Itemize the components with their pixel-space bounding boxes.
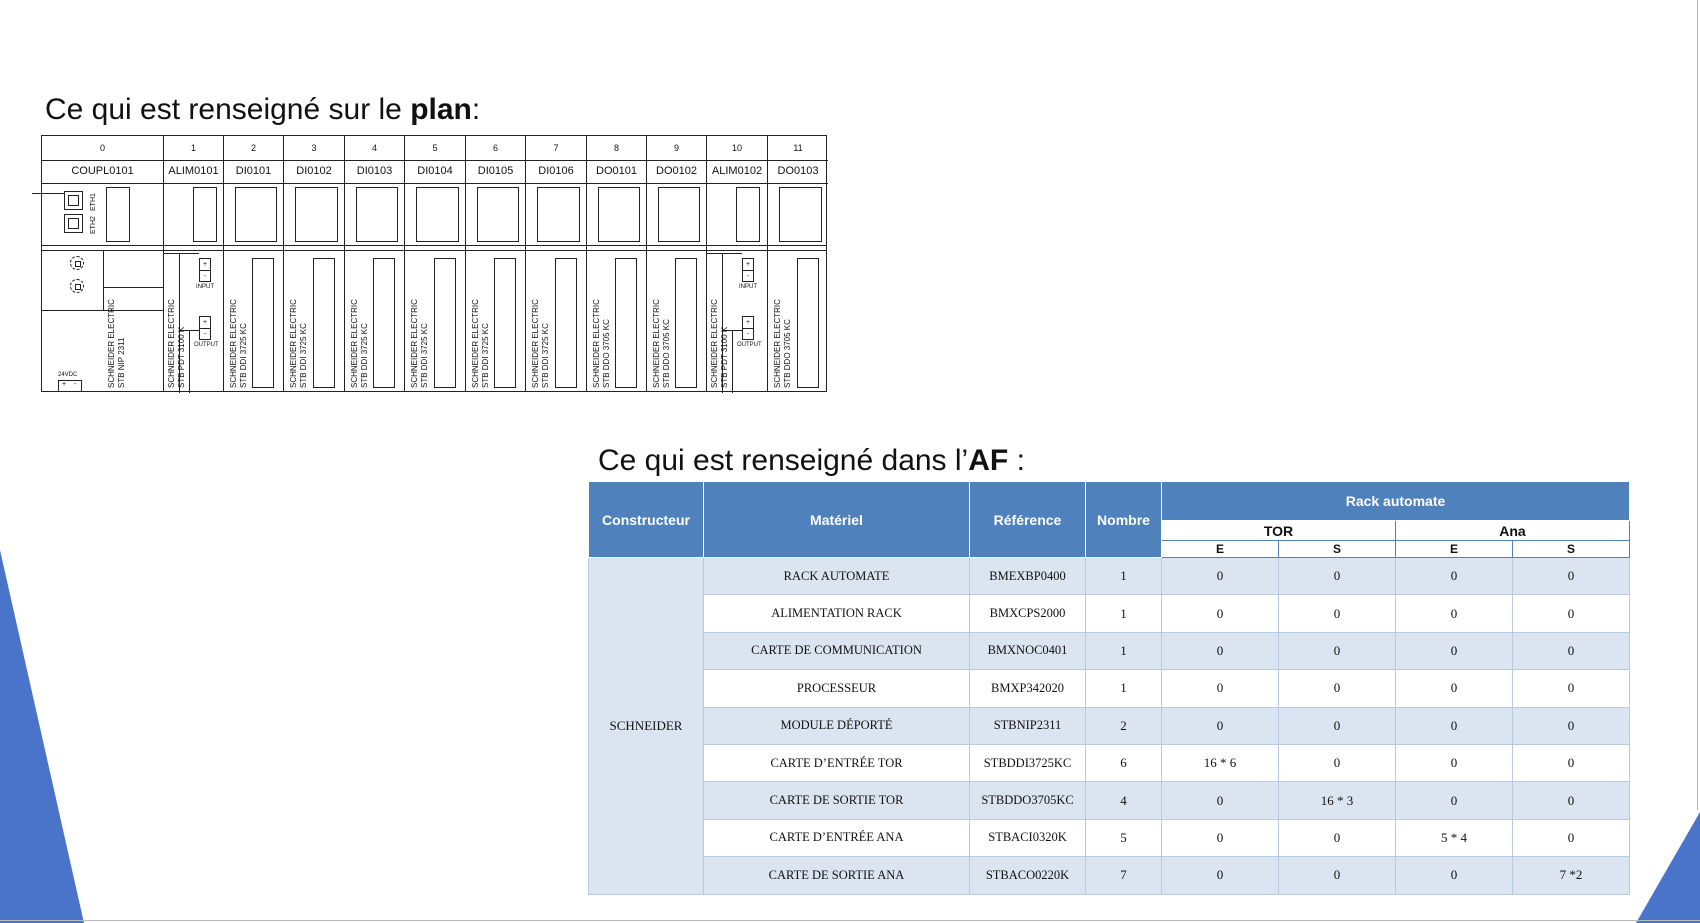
terminal-minus: - xyxy=(203,331,207,338)
cell-constructeur: SCHNEIDER xyxy=(589,558,704,895)
cell-tor-s: 0 xyxy=(1279,632,1396,669)
cell-tor-s: 0 xyxy=(1279,857,1396,894)
module-vertical-ref: STB DDI 3725 KC xyxy=(360,323,369,388)
plan-slot-number: 4 xyxy=(345,136,404,161)
cell-ana-e: 0 xyxy=(1396,857,1513,894)
alim-wire xyxy=(164,253,199,254)
alim-vertical-ref: STB PDT 3100 K xyxy=(720,326,729,388)
cell-reference: STBACI0320K xyxy=(970,819,1086,856)
cell-reference: BMXP342020 xyxy=(970,670,1086,707)
ethernet-port-inner xyxy=(68,218,79,229)
af-equipment-table xyxy=(588,481,1630,895)
module-vertical-label: SCHNEIDER ELECTRIC xyxy=(652,299,661,388)
plan-module-name: DI0106 xyxy=(526,160,586,184)
plan-column xyxy=(465,136,525,391)
cell-tor-e: 0 xyxy=(1162,558,1279,595)
plan-heading-suffix: : xyxy=(471,93,481,126)
left-decorative-triangle xyxy=(0,540,90,923)
cell-materiel: ALIMENTATION RACK xyxy=(704,595,970,632)
coupler-slot xyxy=(106,187,130,242)
plan-column xyxy=(163,136,223,391)
ethernet-port-label: ETH1 xyxy=(90,193,97,211)
cell-materiel: CARTE D’ENTRÉE TOR xyxy=(704,744,970,781)
module-slot xyxy=(193,187,217,242)
cell-materiel: RACK AUTOMATE xyxy=(704,558,970,595)
plan-slot-number: 10 xyxy=(707,136,767,161)
supply-terminal xyxy=(58,380,82,392)
af-heading-bold: AF xyxy=(968,444,1009,477)
cell-tor-e: 0 xyxy=(1162,595,1279,632)
plan-column xyxy=(404,136,465,391)
coupler-inner-line xyxy=(103,250,104,310)
plan-heading-bold: plan xyxy=(410,93,472,126)
power-input-terminal xyxy=(742,258,754,282)
cell-nombre: 1 xyxy=(1086,670,1162,707)
plan-slot-number: 2 xyxy=(224,136,283,161)
alim-wire-4 xyxy=(189,330,190,393)
cell-reference: STBDDI3725KC xyxy=(970,744,1086,781)
plan-slot-number: 5 xyxy=(405,136,465,161)
table-row xyxy=(589,632,1630,669)
plan-module-name: DO0103 xyxy=(768,160,828,184)
plan-module-name: DI0102 xyxy=(284,160,344,184)
plan-slot-number: 3 xyxy=(284,136,344,161)
cell-tor-s: 0 xyxy=(1279,707,1396,744)
plan-slot-number: 7 xyxy=(526,136,586,161)
rotary-switch-icon xyxy=(70,256,84,270)
cell-materiel: CARTE D’ENTRÉE ANA xyxy=(704,819,970,856)
cell-ana-s: 0 xyxy=(1513,558,1630,595)
module-vertical-label: SCHNEIDER ELECTRIC xyxy=(350,299,359,388)
plan-column xyxy=(344,136,404,391)
header-rack-automate: Rack automate xyxy=(1162,482,1630,521)
header-tor-e: E xyxy=(1162,541,1279,558)
cell-materiel: CARTE DE COMMUNICATION xyxy=(704,632,970,669)
supply-label: 24VDC xyxy=(58,372,78,378)
wiring-plan-drawing xyxy=(41,135,827,392)
module-slot xyxy=(779,187,822,242)
terminal-plus: + xyxy=(743,317,753,329)
module-vertical-ref: STB DDO 3705 KC xyxy=(662,319,671,388)
cell-ana-e: 0 xyxy=(1396,782,1513,819)
module-slot xyxy=(416,187,459,242)
alim-wire-4 xyxy=(732,330,733,393)
cell-reference: BMXNOC0401 xyxy=(970,632,1086,669)
cell-tor-s: 16 * 3 xyxy=(1279,782,1396,819)
cell-tor-e: 0 xyxy=(1162,782,1279,819)
plan-column xyxy=(223,136,283,391)
plan-slot-number: 6 xyxy=(466,136,525,161)
terminal-plus: + xyxy=(200,317,210,329)
terminal-minus: - xyxy=(74,381,77,388)
power-output-terminal xyxy=(199,316,211,340)
plan-heading xyxy=(45,93,480,127)
header-tor: TOR xyxy=(1162,521,1396,541)
alim-wire xyxy=(707,253,742,254)
header-tor-s: S xyxy=(1279,541,1396,558)
module-vertical-label: SCHNEIDER ELECTRIC xyxy=(592,299,601,388)
cell-nombre: 4 xyxy=(1086,782,1162,819)
cell-ana-s: 0 xyxy=(1513,707,1630,744)
plan-column xyxy=(525,136,586,391)
module-vertical-label: SCHNEIDER ELECTRIC xyxy=(229,299,238,388)
module-terminal-strip xyxy=(675,258,697,388)
cell-tor-e: 0 xyxy=(1162,632,1279,669)
network-lead-line xyxy=(32,193,64,194)
cell-tor-s: 0 xyxy=(1279,595,1396,632)
terminal-plus: + xyxy=(62,381,67,388)
cell-nombre: 1 xyxy=(1086,632,1162,669)
alim-vertical-label: SCHNEIDER ELECTRIC xyxy=(710,299,719,388)
module-slot xyxy=(658,187,700,242)
plan-module-name: DI0105 xyxy=(466,160,525,184)
table-row xyxy=(589,857,1630,894)
cell-tor-s: 0 xyxy=(1279,744,1396,781)
cell-ana-e: 0 xyxy=(1396,595,1513,632)
module-vertical-label: SCHNEIDER ELECTRIC xyxy=(410,299,419,388)
plan-module-name: DO0102 xyxy=(647,160,706,184)
table-row xyxy=(589,558,1630,595)
plan-slot-number: 8 xyxy=(587,136,646,161)
cell-materiel: MODULE DÉPORTÉ xyxy=(704,707,970,744)
cell-reference: STBNIP2311 xyxy=(970,707,1086,744)
cell-ana-e: 5 * 4 xyxy=(1396,819,1513,856)
module-vertical-ref: STB DDI 3725 KC xyxy=(420,323,429,388)
cell-nombre: 5 xyxy=(1086,819,1162,856)
ethernet-port-icon xyxy=(64,191,83,210)
cell-reference: BMXCPS2000 xyxy=(970,595,1086,632)
plan-column xyxy=(706,136,767,391)
module-slot xyxy=(295,187,338,242)
header-constructeur: Constructeur xyxy=(589,482,704,558)
cell-reference: STBACO0220K xyxy=(970,857,1086,894)
header-reference: Référence xyxy=(970,482,1086,558)
alim-vertical-label: SCHNEIDER ELECTRIC xyxy=(167,299,176,388)
plan-module-name: DI0104 xyxy=(405,160,465,184)
coupler-vertical-label: SCHNEIDER ELECTRIC xyxy=(107,299,116,388)
cell-tor-s: 0 xyxy=(1279,819,1396,856)
plan-slot-number: 11 xyxy=(768,136,828,161)
module-slot xyxy=(235,187,277,242)
module-vertical-ref: STB DDO 3705 KC xyxy=(602,319,611,388)
cell-tor-e: 0 xyxy=(1162,670,1279,707)
header-nombre: Nombre xyxy=(1086,482,1162,558)
coupler-inner-line-2 xyxy=(103,287,163,288)
plan-column xyxy=(283,136,344,391)
cell-tor-e: 0 xyxy=(1162,707,1279,744)
cell-ana-s: 0 xyxy=(1513,744,1630,781)
table-row xyxy=(589,707,1630,744)
power-output-terminal xyxy=(742,316,754,340)
cell-ana-s: 0 xyxy=(1513,632,1630,669)
plan-column xyxy=(767,136,828,391)
plan-module-name: COUPL0101 xyxy=(42,160,163,184)
plan-module-name: DO0101 xyxy=(587,160,646,184)
module-slot xyxy=(356,187,398,242)
input-label: INPUT xyxy=(196,284,214,290)
cell-ana-s: 0 xyxy=(1513,819,1630,856)
cell-reference: BMEXBP0400 xyxy=(970,558,1086,595)
module-vertical-ref: STB DDO 3705 KC xyxy=(783,319,792,388)
af-heading xyxy=(598,444,1025,478)
plan-slot-number: 9 xyxy=(647,136,706,161)
module-terminal-strip xyxy=(615,258,637,388)
module-slot xyxy=(598,187,640,242)
cell-ana-e: 0 xyxy=(1396,670,1513,707)
module-vertical-ref: STB DDI 3725 KC xyxy=(481,323,490,388)
ethernet-port-icon xyxy=(64,214,83,233)
cell-tor-e: 16 * 6 xyxy=(1162,744,1279,781)
ethernet-port-label: ETH2 xyxy=(90,216,97,234)
module-vertical-ref: STB DDI 3725 KC xyxy=(239,323,248,388)
module-slot xyxy=(537,187,580,242)
plan-module-name: DI0103 xyxy=(345,160,404,184)
cell-nombre: 1 xyxy=(1086,558,1162,595)
right-edge-line xyxy=(1697,0,1698,810)
rotary-switch-center xyxy=(75,284,81,290)
terminal-plus: + xyxy=(743,259,753,271)
plan-module-name: DI0101 xyxy=(224,160,283,184)
cell-ana-e: 0 xyxy=(1396,744,1513,781)
module-slot xyxy=(736,187,760,242)
af-heading-suffix: : xyxy=(1008,444,1025,477)
module-slot xyxy=(477,187,519,242)
cell-ana-s: 0 xyxy=(1513,782,1630,819)
input-label: INPUT xyxy=(739,284,757,290)
output-label: OUTPUT xyxy=(194,342,219,348)
cell-nombre: 1 xyxy=(1086,595,1162,632)
module-vertical-label: SCHNEIDER ELECTRIC xyxy=(773,299,782,388)
terminal-plus: + xyxy=(200,259,210,271)
bottom-edge-line xyxy=(0,920,1700,921)
af-heading-prefix: Ce qui est renseigné dans l’ xyxy=(598,444,969,477)
header-ana-s: S xyxy=(1513,541,1630,558)
table-row xyxy=(589,744,1630,781)
cell-tor-e: 0 xyxy=(1162,857,1279,894)
table-row xyxy=(589,670,1630,707)
table-row xyxy=(589,595,1630,632)
cell-tor-e: 0 xyxy=(1162,819,1279,856)
module-terminal-strip xyxy=(252,258,274,388)
plan-module-name: ALIM0101 xyxy=(164,160,223,184)
module-vertical-ref: STB DDI 3725 KC xyxy=(299,323,308,388)
cell-reference: STBDDO3705KC xyxy=(970,782,1086,819)
cell-ana-e: 0 xyxy=(1396,707,1513,744)
module-terminal-strip xyxy=(797,258,819,388)
rotary-switch-icon xyxy=(70,279,84,293)
plan-slot-number: 0 xyxy=(42,136,163,161)
output-label: OUTPUT xyxy=(737,342,762,348)
header-materiel: Matériel xyxy=(704,482,970,558)
plan-heading-prefix: Ce qui est renseigné sur le xyxy=(45,93,411,126)
table-row xyxy=(589,819,1630,856)
cell-materiel: CARTE DE SORTIE TOR xyxy=(704,782,970,819)
table-row xyxy=(589,782,1630,819)
cell-ana-s: 7 *2 xyxy=(1513,857,1630,894)
plan-slot-number: 1 xyxy=(164,136,223,161)
cell-tor-s: 0 xyxy=(1279,670,1396,707)
cell-tor-s: 0 xyxy=(1279,558,1396,595)
cell-nombre: 6 xyxy=(1086,744,1162,781)
power-input-terminal xyxy=(199,258,211,282)
cell-ana-e: 0 xyxy=(1396,632,1513,669)
module-terminal-strip xyxy=(373,258,395,388)
module-vertical-label: SCHNEIDER ELECTRIC xyxy=(289,299,298,388)
header-ana-e: E xyxy=(1396,541,1513,558)
rotary-switch-center xyxy=(75,261,81,267)
plan-module-name: ALIM0102 xyxy=(707,160,767,184)
plan-column xyxy=(586,136,646,391)
right-decorative-triangle xyxy=(1630,800,1700,923)
module-vertical-label: SCHNEIDER ELECTRIC xyxy=(531,299,540,388)
cell-ana-e: 0 xyxy=(1396,558,1513,595)
module-terminal-strip xyxy=(555,258,577,388)
ethernet-port-inner xyxy=(68,195,79,206)
header-ana: Ana xyxy=(1396,521,1630,541)
plan-column xyxy=(42,136,163,391)
cell-ana-s: 0 xyxy=(1513,595,1630,632)
cell-nombre: 2 xyxy=(1086,707,1162,744)
cell-nombre: 7 xyxy=(1086,857,1162,894)
coupler-vertical-ref: STB NIP 2311 xyxy=(117,337,126,388)
cell-materiel: PROCESSEUR xyxy=(704,670,970,707)
terminal-minus: - xyxy=(746,331,750,338)
cell-ana-s: 0 xyxy=(1513,670,1630,707)
cell-materiel: CARTE DE SORTIE ANA xyxy=(704,857,970,894)
terminal-minus: - xyxy=(746,273,750,280)
module-terminal-strip xyxy=(494,258,516,388)
module-vertical-ref: STB DDI 3725 KC xyxy=(541,323,550,388)
module-terminal-strip xyxy=(313,258,335,388)
coupler-divider xyxy=(42,310,163,311)
module-vertical-label: SCHNEIDER ELECTRIC xyxy=(471,299,480,388)
plan-column xyxy=(646,136,706,391)
module-terminal-strip xyxy=(434,258,456,388)
terminal-minus: - xyxy=(203,273,207,280)
alim-vertical-ref: STB PDT 3100 K xyxy=(177,326,186,388)
